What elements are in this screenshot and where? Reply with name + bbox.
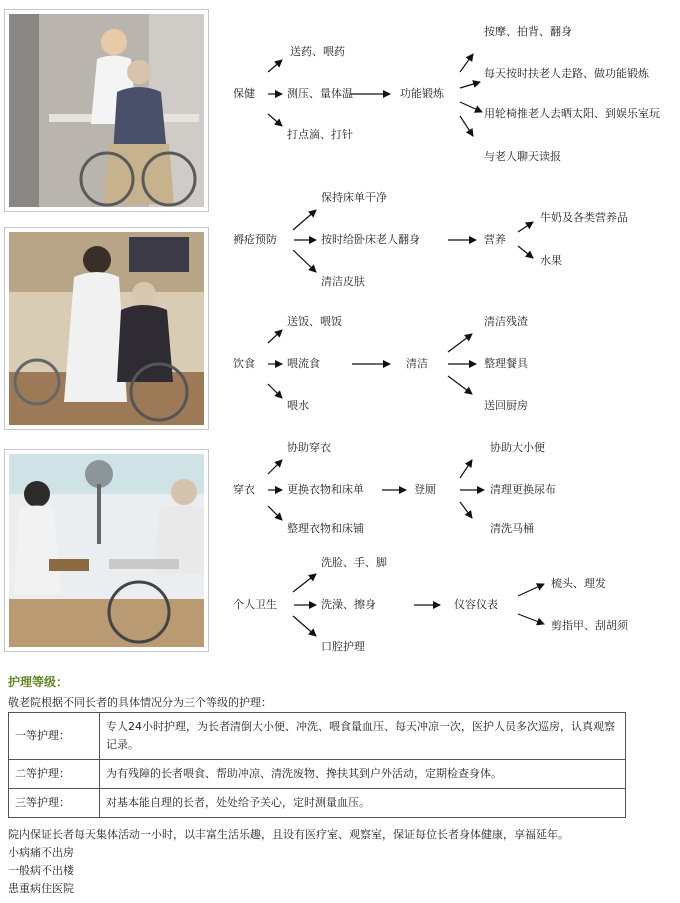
level-description: 专人24小时护理，为长者清倒大小便、冲洗、喂食量血压、每天冲凉一次，医护人员多次巡房，认真观察记录。: [100, 713, 626, 760]
leaf-label: 整理餐具: [484, 357, 528, 370]
branch-label: 测压、量体温: [287, 87, 353, 100]
branch-label: 口腔护理: [321, 640, 365, 653]
branch-label: 整理衣物和床铺: [287, 522, 364, 535]
arrow: [268, 460, 282, 474]
note-line: 小病痛不出房: [8, 846, 74, 859]
arrow: [518, 246, 533, 258]
branch-label: 协助穿衣: [287, 441, 331, 454]
arrow: [268, 114, 282, 126]
next-step-label: 营养: [484, 233, 506, 246]
arrow: [268, 60, 282, 72]
care-levels-intro: 敬老院根据不同长者的具体情况分为三个等级的护理：: [8, 696, 272, 709]
branch-label: 保持床单干净: [321, 191, 387, 204]
branch-label: 喂流食: [287, 357, 320, 370]
diagram-root: 保健: [233, 87, 255, 100]
leaf-label: 牛奶及各类营养品: [540, 211, 628, 224]
table-row: [9, 713, 626, 760]
branch-label: 打点滴、打针: [287, 128, 353, 141]
arrow: [460, 502, 472, 518]
arrow: [293, 574, 316, 592]
diagram-root: 褥疮预防: [233, 233, 277, 246]
leaf-label: 用轮椅推老人去晒太阳、到娱乐室玩: [484, 107, 660, 120]
leaf-label: 送回厨房: [484, 399, 528, 412]
branch-label: 送药、喂药: [290, 45, 345, 58]
leaf-label: 每天按时扶老人走路、做功能锻炼: [484, 67, 649, 80]
arrow: [460, 82, 480, 88]
level-description: 对基本能自理的长者，处处给予关心，定时测量血压。: [100, 789, 626, 818]
branch-label: 送饭、喂饭: [287, 315, 342, 328]
next-step-label: 功能锻炼: [400, 87, 444, 100]
branch-label: 更换衣物和床单: [287, 483, 364, 496]
level-name: 二等护理：: [9, 760, 100, 789]
arrow: [448, 334, 472, 352]
arrow: [448, 376, 472, 394]
photo-nurse-foot-care: [4, 449, 209, 652]
diagram-root: 穿衣: [233, 483, 255, 496]
photo-nurse-checkup: [4, 227, 209, 430]
leaf-label: 清洗马桶: [490, 522, 534, 535]
branch-label: 按时给卧床老人翻身: [321, 233, 420, 246]
arrow: [268, 384, 282, 398]
care-levels-table: [8, 712, 626, 818]
diagram-root: 饮食: [233, 357, 255, 370]
arrow: [518, 614, 544, 624]
branch-label: 喂水: [287, 399, 309, 412]
leaf-label: 与老人聊天读报: [484, 150, 561, 163]
leaf-label: 清洁残渣: [484, 315, 528, 328]
arrow: [460, 54, 473, 72]
leaf-label: 水果: [540, 254, 562, 267]
arrow: [460, 116, 473, 136]
arrow: [293, 616, 316, 636]
branch-label: 洗澡、擦身: [321, 598, 376, 611]
table-row: [9, 760, 626, 789]
photo-nurse-wheelchair: [4, 9, 209, 212]
arrow: [293, 210, 316, 230]
arrow: [293, 250, 316, 272]
next-step-label: 登厕: [414, 483, 436, 496]
arrow: [268, 506, 282, 520]
note-line: 一般病不出楼: [8, 864, 74, 877]
care-levels-heading: 护理等级：: [8, 675, 69, 689]
leaf-label: 梳头、理发: [551, 577, 606, 590]
notes-block: [8, 826, 569, 898]
leaf-label: 清理更换尿布: [490, 483, 556, 496]
arrow: [268, 330, 282, 343]
note-line: 院内保证长者每天集体活动一小时，以丰富生活乐趣，且设有医疗室、观察室，保证每位长者身体健康，享福延年。: [8, 828, 569, 841]
level-description: 为有残障的长者喂食、帮助冲凉、清洗废物、搀扶其到户外活动，定期检查身体。: [100, 760, 626, 789]
table-row: [9, 789, 626, 818]
branch-label: 洗脸、手、脚: [321, 556, 387, 569]
branch-label: 清洁皮肤: [321, 275, 365, 288]
next-step-label: 清洁: [406, 357, 428, 370]
level-name: 三等护理：: [9, 789, 100, 818]
arrow: [460, 460, 472, 478]
arrow: [518, 584, 544, 596]
leaf-label: 协助大小便: [490, 441, 545, 454]
arrow: [460, 102, 482, 112]
leaf-label: 按摩、拍背、翻身: [484, 25, 572, 38]
note-line: 患重病住医院: [8, 882, 74, 895]
next-step-label: 仪容仪表: [454, 598, 498, 611]
leaf-label: 剪指甲、刮胡须: [551, 619, 628, 632]
arrow: [518, 222, 533, 232]
level-name: 一等护理：: [9, 713, 100, 760]
diagram-root: 个人卫生: [233, 598, 277, 611]
